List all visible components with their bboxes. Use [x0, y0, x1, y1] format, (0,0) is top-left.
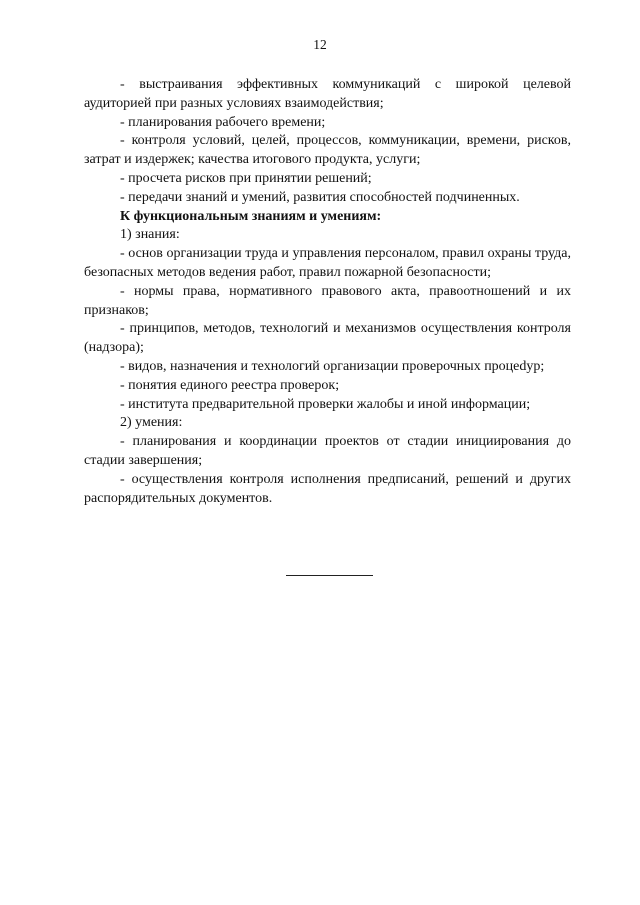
list-item: - института предварительной проверки жалобы и иной информации; [120, 396, 531, 412]
list-item: - контроля условий, целей, процессов, коммуникации, времени, рисков, затрат и издержек; качества итогового продукта, услуги; [84, 133, 571, 168]
list-item: - выстраивания эффективных коммуникаций с широкой целевой аудиторией при разных условиях взаимодействия; [84, 77, 571, 111]
list-item: - планирования рабочего времени; [120, 114, 326, 130]
list-item: - основ организации труда и управления персоналом, правил охраны труда, безопасных методов ведения работ, правил пожарной безопасности; [84, 246, 571, 280]
list-item: - передачи знаний и умений, развития способностей подчиненных. [120, 189, 520, 205]
list-item: - нормы права, нормативного правового акта, правоотношений и их признаков; [84, 283, 571, 318]
section-heading: К функциональным знаниям и умениям: [120, 208, 382, 224]
list-item: - просчета рисков при принятии решений; [120, 170, 372, 186]
list-item: - принципов, методов, технологий и механизмов осуществления контроля (надзора); [84, 321, 571, 356]
list-item: - осуществления контроля исполнения предписаний, решений и других распорядительных документов. [84, 471, 571, 506]
document-body [84, 76, 571, 508]
page-number: 12 [313, 37, 327, 52]
list-item: - видов, назначения и технологий организации проверочных процеdур; [120, 358, 545, 374]
subsection-label: 1) знания: [120, 227, 180, 243]
list-item: - понятия единого реестра проверок; [120, 377, 340, 393]
list-item: - планирования и координации проектов от стадии инициирования до стадии завершения; [84, 434, 571, 468]
subsection-label: 2) умения: [120, 415, 183, 431]
end-of-document-rule [286, 575, 373, 576]
